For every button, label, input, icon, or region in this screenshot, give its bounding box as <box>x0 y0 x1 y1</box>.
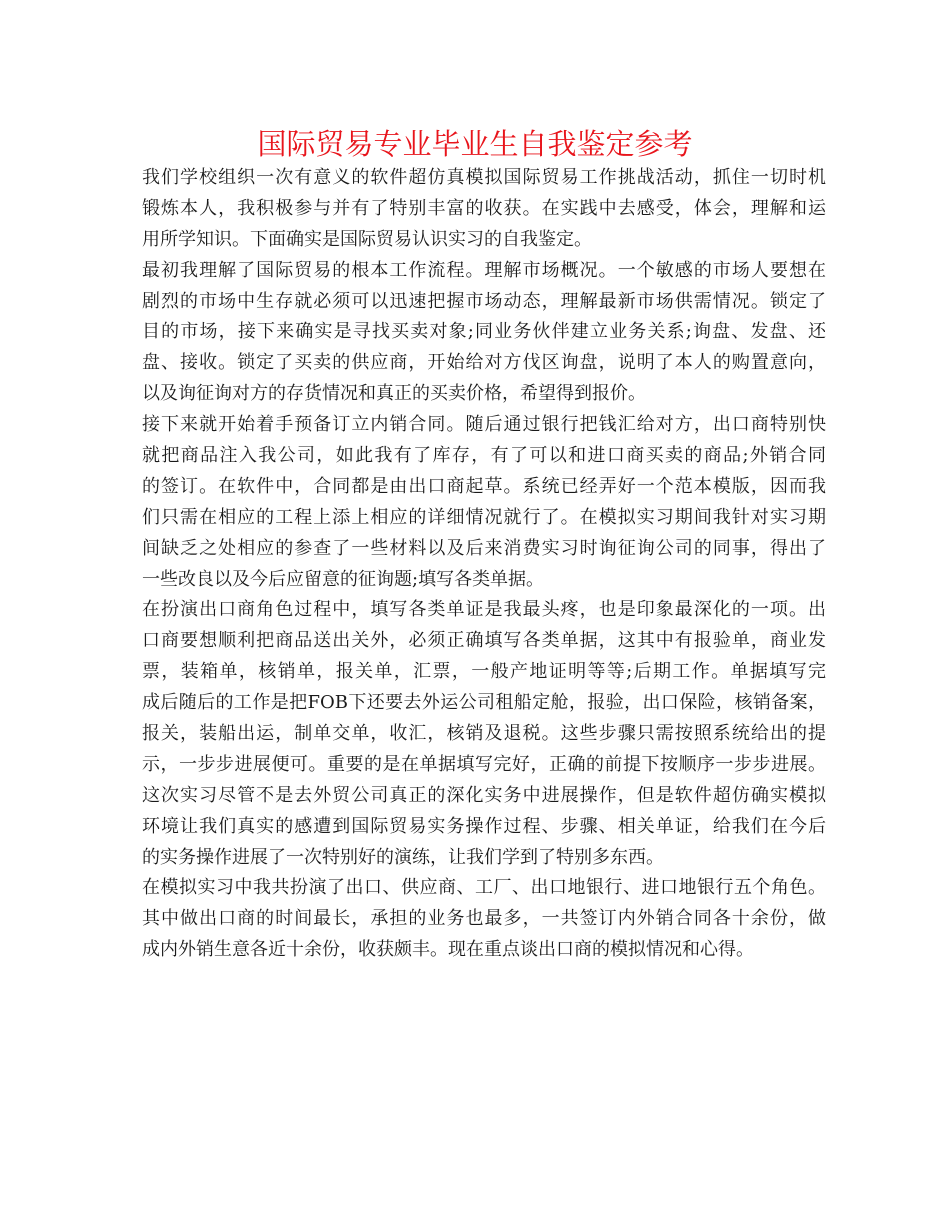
body-line: 报关，装船出运，制单交单，收汇，核销及退税。这些步骤只需按照系统给出的提 <box>142 723 826 745</box>
body-line: 最初我理解了国际贸易的根本工作流程。理解市场概况。一个敏感的市场人要想在 <box>142 259 826 281</box>
body-line: 我们学校组织一次有意义的软件超仿真模拟国际贸易工作挑战活动，抓住一切时机 <box>142 167 826 188</box>
document-title: 国际贸易专业毕业生自我鉴定参考 <box>257 127 693 161</box>
body-line: 间缺乏之处相应的参查了一些材料以及后来消费实习时询征询公司的同事，得出了 <box>142 537 826 559</box>
body-line: 票，装箱单，核销单，报关单，汇票，一般产地证明等等;后期工作。单据填写完 <box>142 661 826 683</box>
body-line: 盘、接收。锁定了买卖的供应商，开始给对方伐区询盘，说明了本人的购置意向， <box>142 352 826 374</box>
body-line: 环境让我们真实的感遭到国际贸易实务操作过程、步骤、相关单证，给我们在今后 <box>142 815 826 837</box>
body-line: 这次实习尽管不是去外贸公司真正的深化实务中进展操作，但是软件超仿确实模拟 <box>142 784 826 806</box>
body-line: 成内外销生意各近十余份，收获颇丰。现在重点谈出口商的模拟情况和心得。 <box>142 939 754 961</box>
body-line: 锻炼本人，我积极参与并有了特别丰富的收获。在实践中去感受，体会，理解和运 <box>142 197 826 219</box>
body-line: 的实务操作进展了一次特别好的演练，让我们学到了特别多东西。 <box>142 846 664 868</box>
body-line: 在扮演出口商角色过程中，填写各类单证是我最头疼，也是印象最深化的一项。出 <box>142 599 826 621</box>
body-line: 剧烈的市场中生存就必须可以迅速把握市场动态，理解最新市场供需情况。锁定了 <box>142 290 826 312</box>
body-line: 用所学知识。下面确实是国际贸易认识实习的自我鉴定。 <box>142 228 592 250</box>
document-body <box>142 163 826 966</box>
body-line: 们只需在相应的工程上添上相应的详细情况就行了。在模拟实习期间我针对实习期 <box>142 506 826 528</box>
body-line: 接下来就开始着手预备订立内销合同。随后通过银行把钱汇给对方，出口商特别快 <box>142 414 826 436</box>
body-line: 其中做出口商的时间最长，承担的业务也最多，一共签订内外销合同各十余份，做 <box>142 908 826 930</box>
body-line: 目的市场，接下来确实是寻找买卖对象;同业务伙伴建立业务关系;询盘、发盘、还 <box>142 321 826 343</box>
body-line: 在模拟实习中我共扮演了出口、供应商、工厂、出口地银行、进口地银行五个角色。 <box>142 877 826 899</box>
body-line: 就把商品注入我公司，如此我有了库存，有了可以和进口商买卖的商品;外销合同 <box>142 445 826 467</box>
body-line: 一些改良以及今后应留意的征询题;填写各类单据。 <box>142 568 545 590</box>
body-line: 口商要想顺利把商品送出关外，必须正确填写各类单据，这其中有报验单，商业发 <box>142 630 826 652</box>
body-line: 成后随后的工作是把FOB下还要去外运公司租船定舱，报验，出口保险，核销备案， <box>142 692 826 714</box>
body-line: 的签订。在软件中，合同都是由出口商起草。系统已经弄好一个范本模版，因而我 <box>142 475 826 497</box>
body-line: 示，一步步进展便可。重要的是在单据填写完好，正确的前提下按顺序一步步进展。 <box>142 753 826 775</box>
body-line: 以及询征询对方的存货情况和真正的买卖价格，希望得到报价。 <box>142 383 646 405</box>
